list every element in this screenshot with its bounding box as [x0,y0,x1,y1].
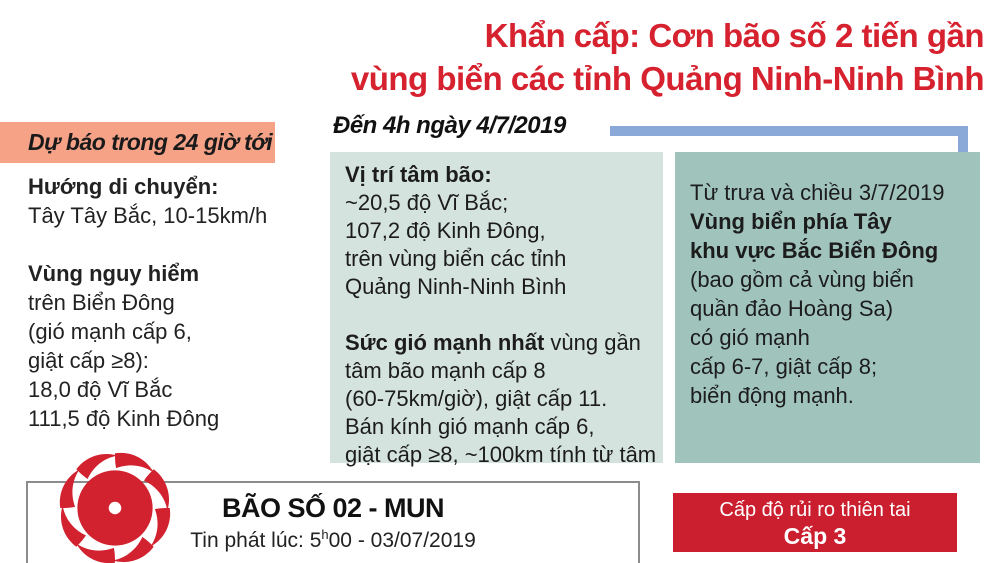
danger-zone-line: giật cấp ≥8): [28,348,149,373]
title-line-1: Khẩn cấp: Cơn bão số 2 tiến gần [484,17,984,54]
text-line: Vùng biển phía Tây [690,209,892,234]
forecast-panel [28,172,318,433]
title-line-2: vùng biển các tỉnh Quảng Ninh-Ninh Bình [350,60,984,97]
danger-zone-line: 111,5 độ Kinh Đông [28,406,220,431]
sea-warning-box [675,152,980,463]
update-time-heading: Đến 4h ngày 4/7/2019 [333,112,566,139]
text-line: tâm bão mạnh cấp 8 [345,358,546,383]
storm-issued-time: Tin phát lúc: 5$^h$00 - 03/07/2019 [190,527,476,552]
forecast-banner [0,122,275,163]
danger-zone-line: trên Biển Đông [28,290,175,315]
risk-level-value: Cấp 3 [783,523,847,549]
danger-zone-line: (gió mạnh cấp 6, [28,319,192,344]
forecast-banner-label: Dự báo trong 24 giờ tới [28,129,273,155]
text-line: ~20,5 độ Vĩ Bắc; [345,190,509,215]
connector-line-vertical [958,126,968,154]
text-line: Vị trí tâm bão: [345,162,492,187]
storm-name: BÃO SỐ 02 - MUN [221,493,445,523]
page-title [351,14,984,100]
text-line: trên vùng biển các tỉnh [345,246,567,271]
text-line: giật cấp ≥8, ~100km tính từ tâm [345,442,657,467]
text-line: khu vực Bắc Biển Đông [690,238,939,263]
connector-line-horizontal [610,126,968,136]
storm-position-box [330,152,663,467]
typhoon-spiral-icon [58,451,172,563]
text-line: (60-75km/giờ), giật cấp 11. [345,386,608,411]
direction-heading: Hướng di chuyển: [28,174,219,199]
danger-zone-heading: Vùng nguy hiểm [28,261,200,286]
text-line: quần đảo Hoàng Sa) [690,296,894,321]
danger-zone-line: 18,0 độ Vĩ Bắc [28,377,173,402]
direction-value: Tây Tây Bắc, 10-15km/h [28,203,268,228]
text-line: biển động mạnh. [690,383,854,408]
text-line: Quảng Ninh-Ninh Bình [345,274,567,299]
risk-level-box [673,493,957,552]
text-line: (bao gồm cả vùng biển [690,267,914,292]
text-line: Bán kính gió mạnh cấp 6, [345,414,595,439]
text-line: cấp 6-7, giật cấp 8; [690,354,878,379]
text-line: Sức gió mạnh nhất vùng gần [345,330,641,355]
text-line: Từ trưa và chiều 3/7/2019 [690,180,945,205]
risk-level-label: Cấp độ rủi ro thiên tai [719,499,911,521]
text-line: có gió mạnh [690,325,810,350]
text-line: 107,2 độ Kinh Đông, [345,218,546,243]
